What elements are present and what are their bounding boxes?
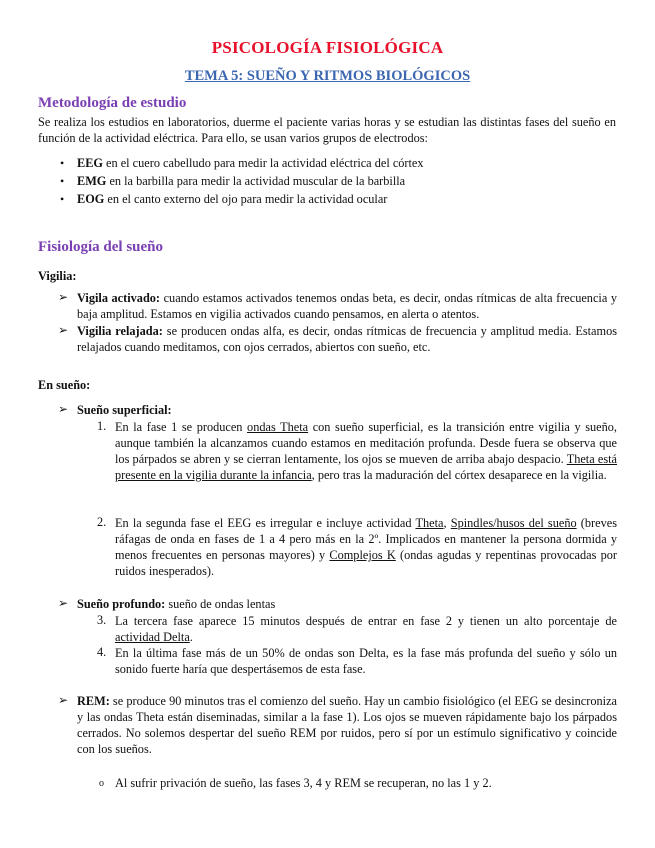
fase-4-text: En la última fase más de un 50% de ondas son Delta, es la fase más profunda del sueño y sólo un sonido fuerte haría que despertásemos de esta fase. <box>115 646 617 676</box>
arrow-bullet-icon: ➢ <box>58 693 69 707</box>
fase-1-theta-infancia: Theta está presente en la vigilia durante la infancia <box>115 452 617 482</box>
rem-sub-item: Al sufrir privación de sueño, las fases 3, 4 y REM se recuperan, no las 1 y 2. <box>115 776 492 790</box>
fase-1-c: , pero tras la maduración del córtex desaparece en la vigilia. <box>311 468 607 482</box>
sueno-profundo <box>77 596 275 612</box>
fase-2-spindles: Spindles/husos del sueño <box>450 516 577 530</box>
bullet-icon: • <box>60 156 65 170</box>
arrow-bullet-icon: ➢ <box>58 596 69 610</box>
text-eeg: en el cuero cabelludo para medir la actividad eléctrica del córtex <box>102 156 424 170</box>
arrow-bullet-icon: ➢ <box>58 323 69 337</box>
vigilia-activado <box>77 290 617 322</box>
fase-1-ondas-theta: ondas Theta <box>247 420 309 434</box>
fase-2-a: En la segunda fase el EEG es irregular e incluye actividad <box>115 516 416 530</box>
fase-3-actividad-delta: actividad Delta <box>115 630 190 644</box>
fase-2-sep: , <box>443 516 451 530</box>
metodologia-intro: Se realiza los estudios en laboratorios, duerme el paciente varias horas y se estudian las distintas fases del sueño en función de la actividad eléctrica. Para ello, se usan varios grupos de electrodos: <box>38 115 616 145</box>
text-rem: se produce 90 minutos tras el comienzo del sueño. Hay un cambio fisiológico (el EEG se desincroniza y las ondas Theta están diseminadas, similar a la fase 1). Los ojos se mueven rápidamente bajo los párpados cerrados. No solemos despertar del sueño REM por ruidos, pero sí por un estímulo significativo y coincide con los sueños. <box>77 694 617 756</box>
list-item-eeg <box>77 155 424 171</box>
fase-2-theta: Theta <box>415 516 444 530</box>
term-eog: EOG <box>77 192 105 206</box>
term-eeg: EEG <box>77 156 103 170</box>
document-subtitle: TEMA 5: SUEÑO Y RITMOS BIOLÓGICOS <box>184 68 471 84</box>
text-vigilia-relajada: se producen ondas alfa, es decir, ondas rítmicas de frecuencia y amplitud media. Estamos relajados cuando meditamos, con ojos cerrados, abiertos con sueño, etc. <box>77 324 617 354</box>
arrow-bullet-icon: ➢ <box>58 402 69 416</box>
term-rem: REM: <box>77 694 110 708</box>
list-item-emg <box>77 173 405 189</box>
vigilia-relajada <box>77 323 617 355</box>
fase-1-text <box>115 419 617 483</box>
list-item-eog <box>77 191 387 207</box>
fase-3-a: La tercera fase aparece 15 minutos después de entrar en fase 2 y tienen un alto porcentaje de <box>115 614 617 628</box>
circle-bullet-icon: o <box>99 778 104 789</box>
list-number: 4. <box>97 645 107 659</box>
label-en-sueno: En sueño: <box>38 378 91 392</box>
fase-2-b: (breves ráfagas de onda en fases de 1 a 4 pero más en la 2º. Implicados en mantener la persona dormida y menos frecuentes en personas mayores) y <box>115 516 617 562</box>
fase-1-a: En la fase 1 se producen <box>115 420 248 434</box>
fase-2-text <box>115 515 617 579</box>
text-eog: en el canto externo del ojo para medir la actividad ocular <box>104 192 388 206</box>
fase-3-text <box>115 613 617 645</box>
fase-2-c: (ondas agudas y repentinas provocadas por ruidos inesperados). <box>115 548 617 578</box>
fase-1-b: con sueño superficial, es la transición entre vigilia y sueño, aunque también la alcanzamos cuando estamos en meditación profunda. Desde fuera se observa que los párpados se abren y se cierran lentamente, los ojos se mueven de arriba abajo despacio. <box>115 420 617 466</box>
fase-2-complejos-k: Complejos K <box>329 548 396 562</box>
rem-text <box>77 693 617 757</box>
text-vigila-activado: cuando estamos activados tenemos ondas beta, es decir, ondas rítmicas de alta frecuencia y baja amplitud. Estamos en vigilia activados cuando pensamos, en alerta o atentos. <box>77 291 617 321</box>
term-vigilia-relajada: Vigilia relajada: <box>77 324 163 338</box>
term-vigila-activado: Vigila activado: <box>77 291 161 305</box>
term-sueno-superficial: Sueño superficial: <box>77 403 172 417</box>
label-vigilia: Vigilia: <box>38 269 77 283</box>
text-sueno-profundo: sueño de ondas lentas <box>165 597 276 611</box>
document-title: PSICOLOGÍA FISIOLÓGICA <box>211 38 444 57</box>
bullet-icon: • <box>60 174 65 188</box>
term-emg: EMG <box>77 174 107 188</box>
text-emg: en la barbilla para medir la actividad muscular de la barbilla <box>106 174 406 188</box>
list-number: 1. <box>97 419 107 433</box>
heading-fisiologia: Fisiología del sueño <box>38 239 164 255</box>
list-number: 3. <box>97 613 107 627</box>
heading-metodologia: Metodología de estudio <box>38 95 187 111</box>
term-sueno-profundo: Sueño profundo: <box>77 597 166 611</box>
bullet-icon: • <box>60 192 65 206</box>
fase-3-b: . <box>189 630 193 644</box>
list-number: 2. <box>97 515 107 529</box>
arrow-bullet-icon: ➢ <box>58 290 69 304</box>
